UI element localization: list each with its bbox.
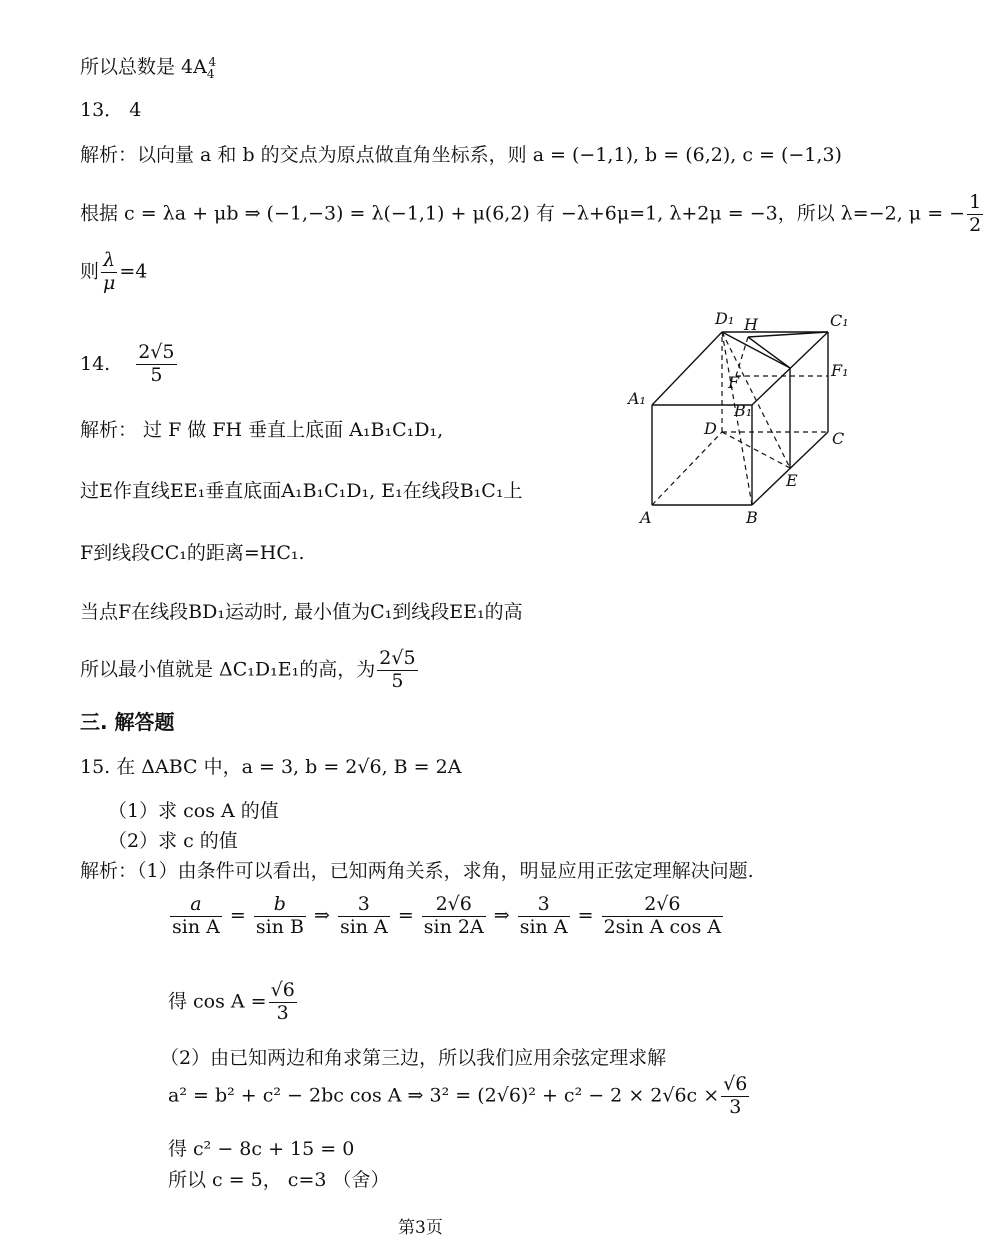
equals-sign: = bbox=[229, 904, 246, 927]
frac-den: 3 bbox=[729, 1095, 742, 1118]
hidden-edge-D-E bbox=[722, 432, 790, 468]
label-B: B bbox=[746, 508, 758, 527]
cosA-fraction bbox=[269, 980, 297, 1025]
cosA-result bbox=[168, 980, 299, 1025]
perm-subscript: 4 bbox=[206, 66, 215, 81]
q13-result bbox=[80, 250, 147, 295]
frac-den: 2sin A cos A bbox=[603, 915, 722, 938]
q14-analysis-1: 解析： 过 F 做 FH 垂直上底面 A₁B₁C₁D₁, bbox=[80, 419, 444, 441]
equals-sign: = bbox=[577, 904, 594, 927]
frac-den: sin B bbox=[255, 915, 304, 938]
q13-result-pre: 则 bbox=[80, 260, 100, 283]
q13-analysis: 解析：以向量 a 和 b 的交点为原点做直角坐标系，则 a = (−1,1), b = (6,2), c = (−1,3) bbox=[80, 144, 842, 166]
frac-den: 5 bbox=[150, 363, 163, 386]
label-F1: F₁ bbox=[831, 361, 849, 380]
edge-A1-D1 bbox=[652, 332, 722, 405]
q15-part2: （2）求 c 的值 bbox=[108, 830, 238, 852]
edge-H-C1 bbox=[748, 332, 828, 337]
line-total-count bbox=[80, 52, 222, 81]
frac-num: 2√6 bbox=[602, 894, 724, 917]
fraction-lambda-mu bbox=[101, 250, 117, 295]
frac-3-sinA bbox=[338, 894, 390, 939]
fraction-one-half bbox=[967, 192, 983, 237]
frac-2root6-sin2A bbox=[422, 894, 486, 939]
frac-den: sin A bbox=[519, 915, 568, 938]
cosine-law-equation bbox=[168, 1074, 751, 1119]
sine-law-equation bbox=[168, 894, 725, 939]
frac-den: 5 bbox=[391, 669, 404, 692]
frac-3-sinA-2 bbox=[518, 894, 570, 939]
frac-den: 2 bbox=[969, 213, 982, 236]
hidden-edge-D1-E bbox=[722, 332, 790, 468]
frac-num: 3 bbox=[338, 894, 390, 917]
label-A: A bbox=[640, 508, 652, 527]
q14-title-line bbox=[80, 342, 179, 387]
q13-equation-text: 根据 c = λa + μb ⇒ (−1,−3) = λ(−1,1) + μ(6,2) 有 −λ+6μ=1, λ+2μ = −3，所以 λ=−2, μ = − bbox=[80, 202, 966, 225]
cosine-law-fraction bbox=[721, 1074, 749, 1119]
frac-den: sin A bbox=[339, 915, 388, 938]
frac-num: √6 bbox=[723, 1073, 748, 1095]
label-C1: C₁ bbox=[830, 311, 849, 330]
q14-title: 14. bbox=[80, 353, 111, 376]
frac-a-sinA bbox=[170, 894, 222, 939]
frac-num: 1 bbox=[969, 191, 982, 213]
q14-analysis-4: 当点F在线段BD₁运动时, 最小值为C₁到线段EE₁的高 bbox=[80, 601, 523, 623]
label-E: E bbox=[786, 471, 798, 490]
line-total-count-text: 所以总数是 4A bbox=[80, 56, 207, 78]
equals-sign: = bbox=[397, 904, 414, 927]
frac-den: μ bbox=[103, 271, 116, 294]
frac-num: √6 bbox=[270, 979, 295, 1001]
frac-b-sinB bbox=[254, 894, 306, 939]
label-F: F bbox=[728, 373, 740, 392]
frac-num: a bbox=[170, 894, 222, 917]
q13-equation bbox=[80, 192, 985, 237]
q13-result-post: =4 bbox=[119, 260, 148, 283]
label-H: H bbox=[744, 315, 758, 334]
q15-part1: （1）求 cos A 的值 bbox=[108, 800, 279, 822]
q14-analysis-5 bbox=[80, 648, 420, 693]
label-B1: B₁ bbox=[734, 401, 753, 420]
label-D1: D₁ bbox=[715, 309, 735, 328]
frac-num: 2√5 bbox=[379, 647, 416, 669]
q13-title: 13． 4 bbox=[80, 99, 142, 121]
label-A1: A₁ bbox=[628, 389, 646, 408]
implies-sign: ⇒ bbox=[493, 904, 510, 927]
frac-num: b bbox=[254, 894, 306, 917]
frac-num: 2√5 bbox=[138, 341, 175, 363]
frac-den: sin 2A bbox=[423, 915, 484, 938]
frac-2root6-2sinAcosA bbox=[602, 894, 724, 939]
page-number: 第3页 bbox=[398, 1218, 443, 1238]
q15-part2-analysis: （2）由已知两边和角求第三边，所以我们应用余弦定理求解 bbox=[160, 1047, 667, 1069]
final-answer: 所以 c = 5， c=3 （舍） bbox=[168, 1169, 390, 1191]
frac-num: 3 bbox=[518, 894, 570, 917]
q15-analysis: 解析：（1）由条件可以看出，已知两角关系，求角，明显应用正弦定理解决问题. bbox=[80, 860, 754, 882]
cube-figure bbox=[620, 300, 870, 530]
cosine-law-text: a² = b² + c² − 2bc cos A ⇒ 3² = (2√6)² + c² − 2 × 2√6c × bbox=[168, 1084, 720, 1107]
quadratic-equation: 得 c² − 8c + 15 = 0 bbox=[168, 1138, 355, 1160]
q14-analysis-3: F到线段CC₁的距离=HC₁. bbox=[80, 542, 305, 564]
q14-analysis-2: 过E作直线EE₁垂直底面A₁B₁C₁D₁, E₁在线段B₁C₁上 bbox=[80, 480, 523, 502]
q15-title: 15. 在 ΔABC 中，a = 3, b = 2√6, B = 2A bbox=[80, 756, 462, 778]
section-heading: 三. 解答题 bbox=[80, 710, 175, 734]
perm-superscript: 4 bbox=[208, 54, 217, 69]
edge-H-E1 bbox=[748, 337, 790, 368]
cosA-result-text: 得 cos A = bbox=[168, 990, 267, 1013]
frac-den: 3 bbox=[276, 1001, 289, 1024]
q14-analysis-5-text: 所以最小值就是 ΔC₁D₁E₁的高，为 bbox=[80, 658, 376, 681]
q14-min-fraction bbox=[377, 648, 417, 693]
edge-D1-E1 bbox=[722, 332, 790, 368]
label-C: C bbox=[832, 429, 845, 448]
frac-den: sin A bbox=[172, 915, 220, 938]
frac-num: 2√6 bbox=[422, 894, 486, 917]
frac-num: λ bbox=[101, 250, 117, 273]
hidden-edge-A-D bbox=[652, 432, 722, 505]
implies-sign: ⇒ bbox=[313, 904, 330, 927]
q14-answer-fraction bbox=[136, 342, 176, 387]
label-D: D bbox=[704, 419, 717, 438]
